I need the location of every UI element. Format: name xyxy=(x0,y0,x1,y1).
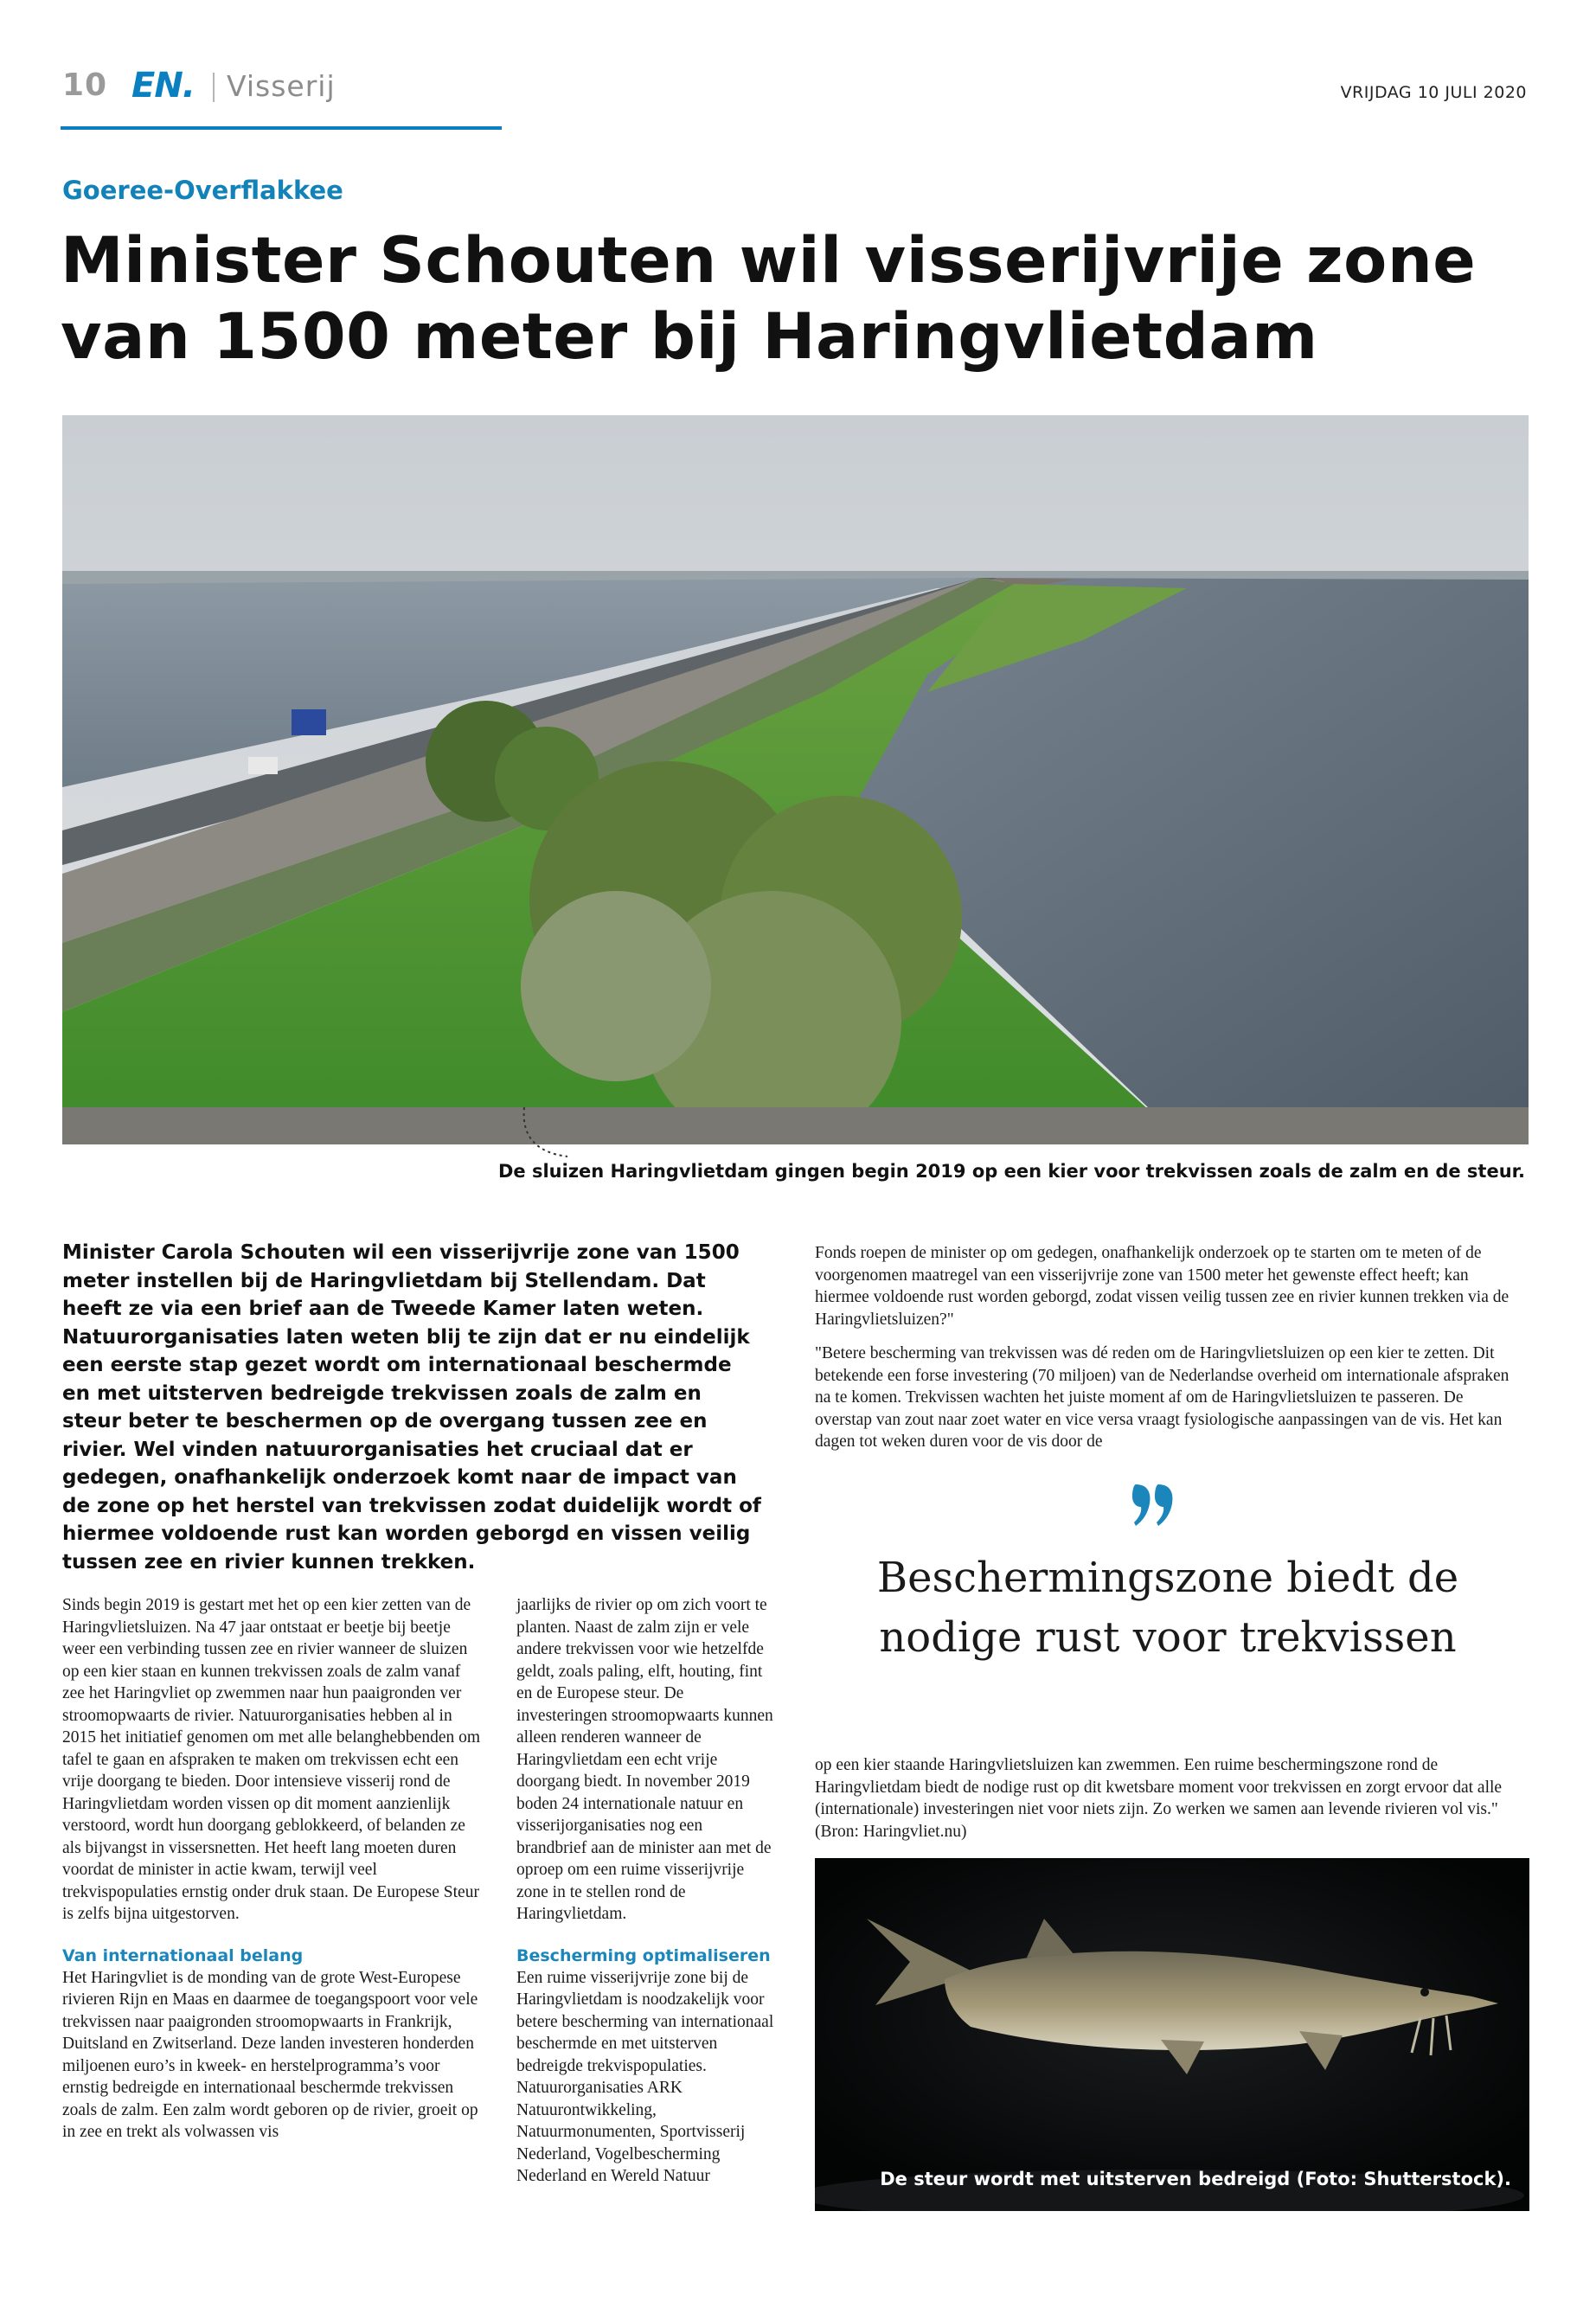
quote-mark-icon xyxy=(1132,1481,1176,1533)
header-rule xyxy=(61,126,502,130)
issue-date: VRIJDAG 10 JULI 2020 xyxy=(1340,83,1527,102)
sturgeon-photo-caption: De steur wordt met uitsterven bedreigd (Foto: Shutterstock). xyxy=(880,2169,1511,2189)
body-paragraph: jaarlijks de rivier op om zich voort te planten. Naast de zalm zijn er vele andere trekvissen voor wie hetzelfde geldt, zoals paling, elft, houting, fint en de Europese steur. De investeringen stroomopwaarts kunnen alleen renderen wanneer de Haringvlietdam een echt vrije doorgang biedt. In november 2019 boden 24 internationale natuur en visserijorganisaties nog een brandbrief aan de minister aan met de oproep om een ruime visserijvrije zone in te stellen rond de Haringvlietdam. xyxy=(516,1596,773,1923)
newspaper-logo: EN. xyxy=(131,66,195,106)
article-headline: Minister Schouten wil visserijvrije zone van 1500 meter bij Haringvlietdam xyxy=(61,224,1477,374)
haringvlietdam-photo xyxy=(62,415,1529,1144)
body-paragraph: Fonds roepen de minister op om gedegen, onafhankelijk onderzoek op te starten om te meten of de voorgenomen maatregel van een visserijvrije zone van 1500 meter het gewenste effect heeft; kan hiermee voldoende rust worden geborgd, zodat vissen veilig tussen zee en rivier kunnen trekken via de Haringvlietsluizen?" xyxy=(815,1244,1509,1329)
body-column-3 xyxy=(815,1242,1517,1453)
main-photo-caption: De sluizen Haringvlietdam gingen begin 2019 op een kier voor trekvissen zoals de zalm en de steur. xyxy=(497,1161,1525,1182)
body-paragraph: "Betere bescherming van trekvissen was dé reden om de Haringvlietsluizen op een kier te zetten. Dit betekende een forse investering (70 miljoen) van de Nederlandse overheid om internationale afspraken na te komen. Trekvissen wachten het juiste moment af om de Haringvlietsluizen te passeren. De overstap van zout naar zoet water en vice versa vraagt fysiologische aanpassingen van de vis. Het kan dagen tot weken duren voor de vis door de xyxy=(815,1344,1509,1451)
page-number: 10 xyxy=(62,67,108,103)
truck xyxy=(292,709,326,735)
body-column-3-continued xyxy=(815,1754,1517,1843)
body-paragraph: op een kier staande Haringvlietsluizen kan zwemmen. Een ruime beschermingszone rond de Haringvlietdam biedt de nodige rust op dit kwetsbare moment voor trekvissen en zorgt ervoor dat alle (internationale) investeringen niet voor niets zijn. Zo werken we samen aan levende rivieren vol vis." (Bron: Haringvliet.nu) xyxy=(815,1756,1503,1841)
sturgeon-photo xyxy=(815,1858,1529,2211)
subheading: Van internationaal belang xyxy=(62,1945,304,1965)
header-divider xyxy=(213,73,215,102)
section-label: Visserij xyxy=(227,69,336,103)
subheading: Bescherming optimaliseren xyxy=(516,1945,771,1965)
body-column-2 xyxy=(516,1594,774,2188)
article-lead: Minister Carola Schouten wil een visserijvrije zone van 1500 meter instellen bij de Haringvlietdam bij Stellendam. Dat heeft ze via een brief aan de Tweede Kamer laten weten. Natuurorganisaties laten weten blij te zijn dat er nu eindelijk een eerste stap gezet wordt om internationaal beschermde en met uitsterven bedreigde trekvissen zoals de zalm en steur beter te beschermen op de overgang tussen zee en rivier. Wel vinden natuurorganisaties het cruciaal dat er gedegen, onafhankelijk onderzoek komt naar de impact van de zone op het herstel van trekvissen zodat duidelijk wordt of hiermee voldoende rust kan worden geborgd en vissen veilig tussen zee en rivier kunnen trekken. xyxy=(62,1241,761,1574)
body-paragraph: Het Haringvliet is de monding van de grote West-Europese rivieren Rijn en Maas en daarmee de toegangspoort voor vele trekvissen naar paaigronden stroomopwaarts in Frankrijk, Duitsland en Zwitserland. Deze landen investeren honderden miljoenen euro’s in kweek- en herstelprogramma’s voor ernstig bedreigde en internationaal beschermde trekvissen zoals de zalm. Een zalm wordt geboren op de rivier, groeit op in zee en trekt als volwassen vis xyxy=(62,1968,478,2141)
article-kicker: Goeree-Overflakkee xyxy=(62,176,343,205)
van xyxy=(248,757,278,774)
body-paragraph: Sinds begin 2019 is gestart met het op een kier zetten van de Haringvlietsluizen. Na 47 jaar ontstaat er beetje bij beetje weer een verbinding tussen zee en rivier wanneer de sluizen op een kier staan en kunnen trekvissen zoals de zalm vanaf zee het Haringvliet op zwemmen naar hun paaigronden ver stroomopwaarts de rivier. Natuurorganisaties hebben al in 2015 het initiatief genomen om met alle belanghebbenden om tafel te gaan en afspraken te maken om trekvissen echt een vrije doorgang te bieden. Door intensieve visserij rond de Haringvlietdam worden vissen op dit moment aanzienlijk verstoord, wordt hun doorgang geblokkeerd, of belanden ze als bijvangst in vissersnetten. Het heeft lang moeten duren voordat de minister in actie kwam, terwijl veel trekvispopulaties ernstig onder druk staan. De Europese Steur is zelfs bijna uitgestorven. xyxy=(62,1596,481,1923)
body-column-1 xyxy=(62,1594,484,2144)
body-paragraph: Een ruime visserijvrije zone bij de Haringvlietdam is noodzakelijk voor betere bescherming van internationaal beschermde en met uitsterven bedreigde trekvispopulaties. Natuurorganisaties ARK Natuurontwikkeling, Natuurmonumenten, Sportvisserij Nederland, Vogelbescherming Nederland en Wereld Natuur xyxy=(516,1968,774,2185)
pull-quote: Beschermingszone biedt de nodige rust voor trekvissen xyxy=(876,1554,1459,1662)
